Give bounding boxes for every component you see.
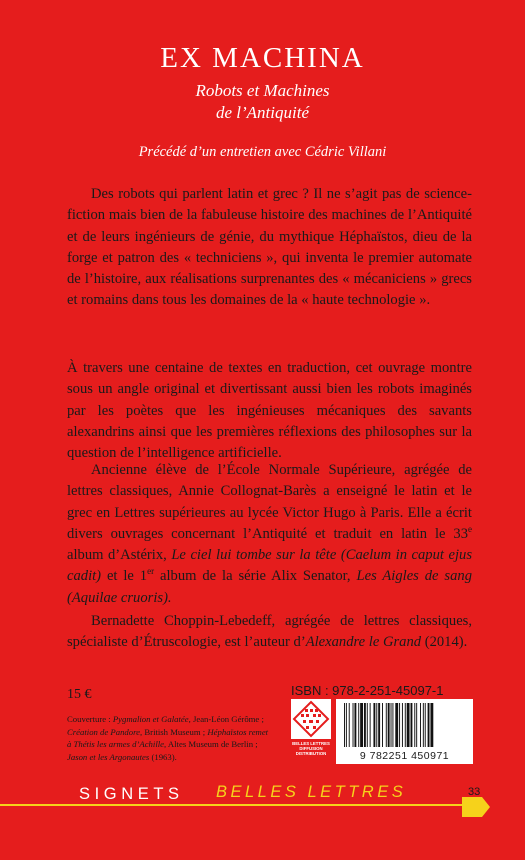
preface-line: Précédé d’un entretien avec Cédric Villani [138,144,387,160]
barcode-bars [336,699,473,749]
barcode [336,699,473,764]
bio1-text-d: album de la série Alix Senator, [154,568,357,585]
description-paragraph-2: À travers une centaine de textes en traduction, cet ouvrage montre sous un angle original et divertissant aussi bien les robots imaginés par les poètes que les ingénieuses mécaniques des savants alexandrins ainsi que les premières réflexions des philosophes sur la question de l’intelligence artificielle. [67,360,472,462]
bio1-italic-2: Les Aigles de sang (Aquilae cruoris). [67,568,472,606]
bio1-text-b: album d’Astérix, [67,547,172,564]
credits-work-4: Jason et les Argonautes [67,751,150,762]
series-belles-lettres: BELLES LETTRES [216,783,407,801]
credits-work-2: Création de Pandore [67,726,141,737]
bio2-text-a: Bernadette Choppin-Lebedeff, agrégée de lettres classiques, spécialiste d’Étruscologie, est l’auteur d’ [67,613,472,651]
credits-text-1: , Jean-Léon Gérôme ; [188,714,264,724]
bio1-sup-2: er [147,566,155,577]
credits-text-2: , British Museum ; [140,726,208,737]
series-number: 33 [468,786,481,798]
barcode-number: 9 782251 450971 [359,750,450,762]
publisher-logo [291,699,331,757]
price: 15 € [67,687,92,702]
bio1-sup-1: e [468,524,472,535]
book-title: EX MACHINA [160,42,365,74]
subtitle-line-1: Robots et Machines [195,81,330,100]
credits-text-3: , Altes Museum de Berlin ; [164,739,258,749]
bio1-italic-1: Le ciel lui tombe sur la tête (Caelum in caput ejus cadit) [67,547,472,585]
subtitle-line-2: de l’Antiquité [215,103,309,122]
cover-credits [67,713,272,763]
publisher-logo-icon [291,699,331,739]
bio1-text-c: et le 1 [101,568,148,585]
publisher-logo-text: BELLES LETTRES DIFFUSION DISTRIBUTION [292,741,330,756]
series-signets: SIGNETS [79,785,184,803]
bio2-italic: Alexandre le Grand [305,634,422,651]
credits-work-1: Pygmalion et Galatée [112,714,189,724]
book-subtitle [0,80,525,124]
credits-work-3: Héphaïstos remet à Thétis les armes d’Achille [67,726,269,749]
isbn: ISBN : 978-2-251-45097-1 [291,683,444,698]
author-bio-1 [67,460,472,609]
bio1-text-a: Ancienne élève de l’École Normale Supérieure, agrégée de lettres classiques, Annie Collognat-Barès a enseigné le latin et le grec en Lettres supérieures au lycée Victor Hugo à Paris. Elle a écrit divers ouvrages concernant l’Antiquité et traduit en latin le 33 [67,462,472,542]
bio2-text-b: (2014). [421,634,468,651]
author-bio-2 [67,611,472,654]
credits-label: Couverture : [67,714,113,724]
credits-text-4: (1963). [149,751,177,762]
description-paragraph-1: Des robots qui parlent latin et grec ? Il ne s’agit pas de science-fiction mais bien de la fabuleuse histoire des machines de l’Antiquité et de leurs ingénieurs de génie, du mythique Héphaïstos, dieu de la forge et patron des « techniciens », qui inventa le premier automate de l’histoire, aux réalisations surprenantes des « mécaniciens » grecs et romains dans tous les domaines de la « haute technologie ». [67,186,472,309]
